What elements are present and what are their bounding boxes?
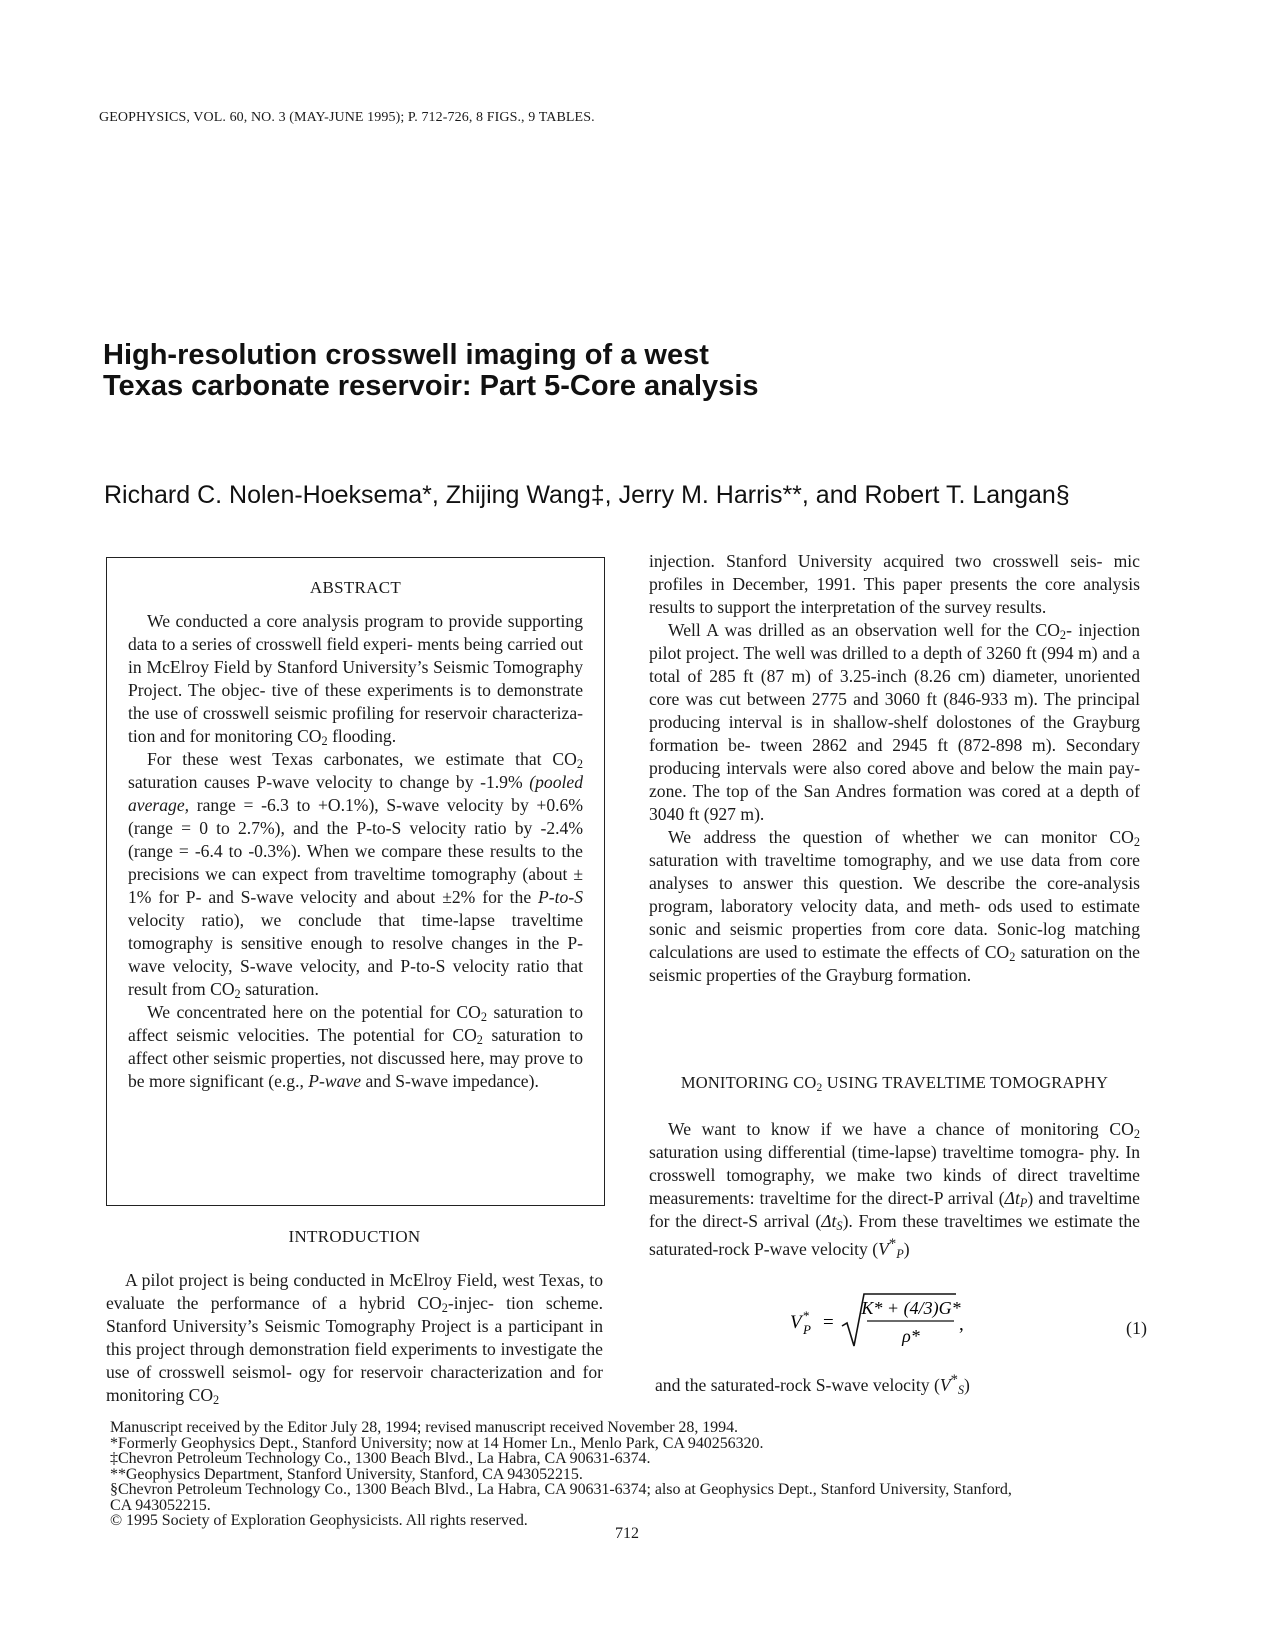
equation-lhs: V <box>790 1312 802 1333</box>
footnotes <box>110 1420 1160 1529</box>
footnote-author-1: *Formerly Geophysics Dept., Stanford University; now at 14 Homer Ln., Menlo Park, CA 940256320. <box>110 1434 764 1452</box>
abstract-body <box>128 610 583 1093</box>
footnote-author-2: ‡Chevron Petroleum Technology Co., 1300 Beach Blvd., La Habra, CA 90631-6374. <box>110 1450 651 1467</box>
equation-comma: , <box>959 1314 964 1335</box>
abstract-box <box>106 557 605 1206</box>
title-line-1: High-resolution crosswell imaging of a west <box>103 339 709 371</box>
equation-number: (1) <box>1126 1318 1147 1338</box>
column-2-paragraph-3: We address the question of whether we can monitor $CO_2$ saturation with traveltime tomography, and we use data from core analyses to answer this question. We describe the core-analysis program, laboratory velocity data, and meth- ods used to estimate sonic and seismic properties from core data. Sonic-log matching calculations are used to estimate the effects of $CO_2$ saturation on the seismic properties of the Grayburg formation. <box>649 827 1140 985</box>
footnote-received: Manuscript received by the Editor July 28, 1994; revised manuscript received November 28, 1994. <box>110 1419 738 1436</box>
footnote-copyright: © 1995 Society of Exploration Geophysicists. All rights reserved. <box>110 1512 528 1529</box>
author-list: Richard C. Nolen-Hoeksema*, Zhijing Wang‡, Jerry M. Harris**, and Robert T. Langan§ <box>104 481 1070 509</box>
after-equation-text: and the saturated-rock S-wave velocity $(V^*_S)$ <box>655 1372 970 1397</box>
abstract-paragraph-1: We conducted a core analysis program to provide supporting data to a series of crosswell field experi- ments being carried out in McElroy Field by Stanford University’s Seismic Tomography Project. The objec- tive of these experiments is to demonstrate the use of crosswell seismic profiling for reservoir characteriza- tion and for monitoring $CO_2$ flooding. <box>128 611 583 748</box>
section-heading-monitoring: MONITORING $CO_2$ USING TRAVELTIME TOMOGRAPHY <box>680 1073 1109 1094</box>
introduction-heading: INTRODUCTION <box>288 1227 421 1246</box>
footnote-author-3: **Geophysics Department, Stanford University, Stanford, CA 943052215. <box>110 1465 583 1483</box>
paper-title <box>103 340 1003 402</box>
column-2-paragraph-1: injection. Stanford University acquired two crosswell seis- mic profiles in December, 1991. This paper presents the core analysis results to support the interpretation of the survey results. <box>649 551 1140 617</box>
column-2-paragraph-2: Well A was drilled as an observation well for the $CO_2-$ injection pilot project. The well was drilled to a depth of 3260 ft (994 m) and a total of 285 ft (87 m) of 3.25-inch (8.26 cm) diameter, unoriented core was cut between 2775 and 3060 ft (846-933 m). The principal producing interval is in shallow-shelf dolostones of the Grayburg formation be- tween 2862 and 2945 ft (872-898 m). Secondary producing intervals were also cored above and below the main pay- zone. The top of the San Andres formation was cored at a depth of 3040 ft (927 m). <box>649 620 1140 824</box>
introduction-paragraph-1: A pilot project is being conducted in McElroy Field, west Texas, to evaluate the performance of a hybrid $CO_2-injec-$ tion scheme. Stanford University’s Seismic Tomography Project is a participant in this project through demonstration field experiments to investigate the use of crosswell seismol- ogy for reservoir characterization and for monitoring $CO_2$ <box>106 1270 603 1407</box>
abstract-paragraph-2: For these west Texas carbonates, we estimate that $CO_2$ saturation causes P-wave velocity to change by -1.9% (pooled average, range = -6.3 to +O.1%), S-wave velocity by +0.6% (range = 0 to 2.7%), and the P-to-S velocity ratio by -2.4% (range = -6.4 to -0.3%). When we compare these results to the precisions we can expect from traveltime tomography (about ± 1% for P- and S-wave velocity and about ±2% for the P-to-S velocity ratio), we conclude that time-lapse traveltime tomography is sensitive enough to resolve changes in the P-wave velocity, S-wave velocity, and P-to-S velocity ratio that result from $CO_2$ saturation. <box>128 749 583 1001</box>
page-number: 712 <box>615 1525 639 1542</box>
monitoring-body <box>649 1118 1140 1261</box>
monitoring-paragraph-1: We want to know if we have a chance of monitoring $CO_2$ saturation using differential (time-lapse) traveltime tomogra- phy. In crosswell tomography, we make two kinds of direct traveltime measurements: traveltime for the direct-P arrival $(\Delta t_P)$ and traveltime for the direct-S arrival $(\Delta t_S)$. From these traveltimes we estimate the saturated-rock P-wave velocity $(V^*_P)$ <box>649 1119 1140 1261</box>
title-line-2: Texas carbonate reservoir: Part 5-Core analysis <box>103 370 759 402</box>
abstract-heading: ABSTRACT <box>309 578 402 597</box>
introduction-body <box>106 1269 603 1407</box>
footnote-author-4-cont: CA 943052215. <box>110 1496 211 1514</box>
equation-denominator: ρ* <box>902 1326 920 1346</box>
equation-equals: = <box>823 1312 834 1333</box>
equation-lhs-star: * <box>803 1308 810 1323</box>
footnote-author-4: §Chevron Petroleum Technology Co., 1300 Beach Blvd., La Habra, CA 90631-6374; also at Geophysics Dept., Stanford University, Stanford, <box>110 1481 1012 1498</box>
running-head: GEOPHYSICS, VOL. 60, NO. 3 (MAY-JUNE 1995); P. 712-726, 8 FIGS., 9 TABLES. <box>99 110 595 125</box>
column-2-text <box>649 550 1140 987</box>
equation-numerator: K* + (4/3)G* <box>861 1298 961 1318</box>
abstract-paragraph-3: We concentrated here on the potential for $CO_2$ saturation to affect seismic velocities. The potential for $CO_2$ saturation to affect other seismic properties, not discussed here, may prove to be more significant (e.g., P-wave and S-wave impedance). <box>128 1002 583 1091</box>
equation-lhs-subscript: P <box>803 1322 811 1337</box>
